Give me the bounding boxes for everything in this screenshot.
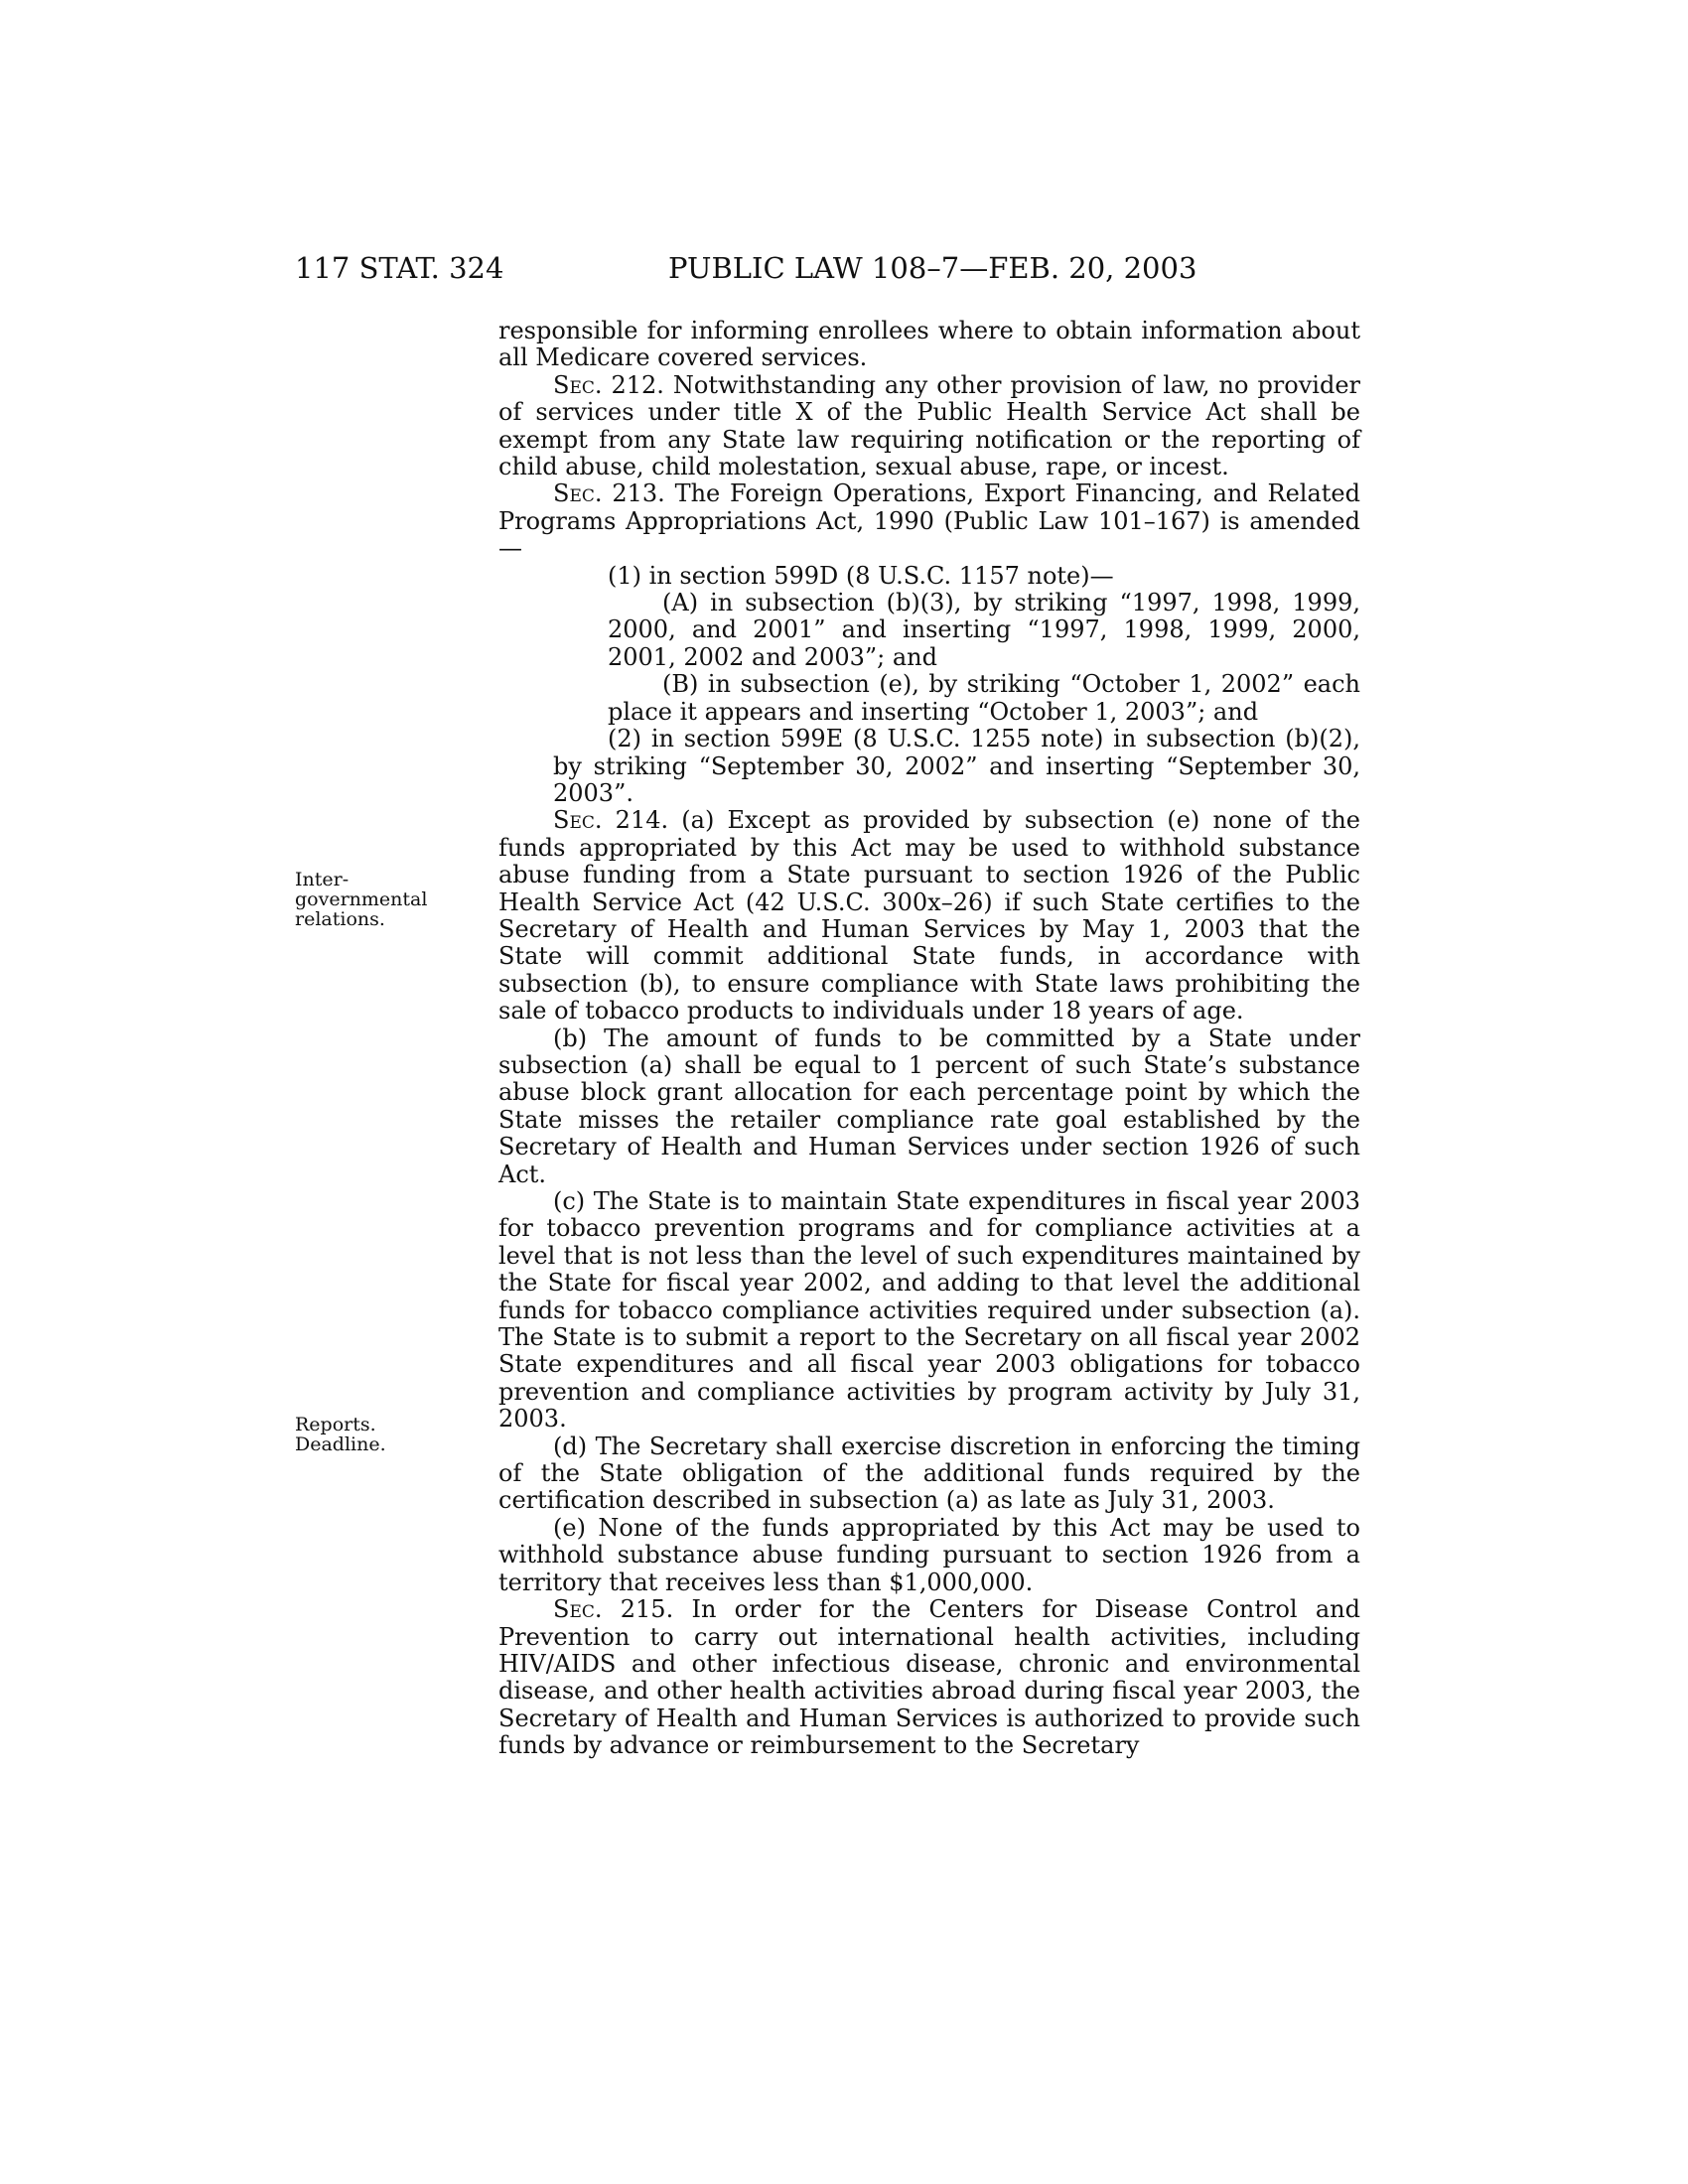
paragraph-text: 214. (a) Except as provided by subsection (e) none of the funds appropriated by this Act may be used to withhold substance abuse funding from a State pursuant to section 1926 of the Public Health Service Act (42 U.S.C. 300x–26) if such State certifies to the Secretary of Health and Human Services by May 1, 2003 that the State will commit additional State funds, in accordance with subsection (b), to ensure compliance with State laws prohibiting the sale of tobacco products to individuals under 18 years of age. bbox=[498, 806, 1360, 1025]
running-title: PUBLIC LAW 108–7—FEB. 20, 2003 bbox=[668, 251, 1197, 285]
margin-note-reports-deadline bbox=[295, 1415, 454, 1454]
paragraph-sec-215 bbox=[498, 1596, 1360, 1759]
paragraph-item-1: (1) in section 599D (8 U.S.C. 1157 note)— bbox=[608, 561, 1114, 590]
paragraph-sec-214b: (b) The amount of funds to be committed by a State under subsection (a) shall be equal to 1 percent of such State’s substance abuse block grant allocation for each percentage point by which the State misses the retailer compliance rate goal established by the Secretary of Health and Human Services under section 1926 of such Act. bbox=[498, 1024, 1360, 1188]
sec-label: Sec. bbox=[553, 1595, 603, 1624]
paragraph-sec-214d: (d) The Secretary shall exercise discretion in enforcing the timing of the State obligation of the additional funds required by the certification described in subsection (a) as late as July 31, 2003. bbox=[498, 1432, 1360, 1515]
margin-note-intergovernmental bbox=[295, 870, 454, 929]
paragraph-sec-214e: (e) None of the funds appropriated by this Act may be used to withhold substance abuse funding pursuant to section 1926 from a territory that receives less than $1,000,000. bbox=[498, 1513, 1360, 1596]
paragraph-continuation: responsible for informing enrollees where to obtain information about all Medicare covered services. bbox=[498, 317, 1360, 372]
margin-note-line: governmental bbox=[295, 888, 428, 910]
margin-note-line: Inter- bbox=[295, 869, 350, 890]
paragraph-sec-213 bbox=[498, 480, 1360, 562]
statute-page-number: 117 STAT. 324 bbox=[295, 251, 504, 285]
margin-note-line: relations. bbox=[295, 908, 385, 930]
paragraph-text: 213. The Foreign Operations, Export Financing, and Related Programs Appropriations Act, 1990 (Public Law 101–167) is amended— bbox=[498, 479, 1360, 563]
margin-note-line: Reports. bbox=[295, 1414, 376, 1435]
paragraph-item-2: (2) in section 599E (8 U.S.C. 1255 note) in subsection (b)(2), by striking “September 30, 2002” and inserting “September 30, 2003”. bbox=[553, 725, 1360, 807]
paragraph-sec-212 bbox=[498, 372, 1360, 481]
paragraph-item-1a: (A) in subsection (b)(3), by striking “1997, 1998, 1999, 2000, and 2001” and inserting “1997, 1998, 1999, 2000, 2001, 2002 and 2003”; and bbox=[608, 589, 1360, 671]
paragraph-sec-214c: (c) The State is to maintain State expenditures in fiscal year 2003 for tobacco prevention programs and for compliance activities at a level that is not less than the level of such expenditures maintained by the State for fiscal year 2002, and adding to that level the additional funds for tobacco compliance activities required under subsection (a). The State is to submit a report to the Secretary on all fiscal year 2002 State expenditures and all fiscal year 2003 obligations for tobacco prevention and compliance activities by program activity by July 31, 2003. bbox=[498, 1187, 1360, 1433]
paragraph-text: 215. In order for the Centers for Disease Control and Prevention to carry out international health activities, including HIV/AIDS and other infectious disease, chronic and environmental disease, and other health activities abroad during fiscal year 2003, the Secretary of Health and Human Services is authorized to provide such funds by advance or reimbursement to the Secretary bbox=[498, 1595, 1360, 1760]
paragraph-text: 212. Notwithstanding any other provision of law, no provider of services under title X of the Public Health Service Act shall be exempt from any State law requiring notification or the reporting of child abuse, child molestation, sexual abuse, rape, or incest. bbox=[498, 370, 1360, 481]
sec-label: Sec. bbox=[553, 479, 603, 508]
sec-label: Sec. bbox=[553, 370, 603, 399]
paragraph-sec-214a bbox=[498, 807, 1360, 1024]
sec-label: Sec. bbox=[553, 806, 603, 835]
body-text bbox=[498, 318, 1360, 1760]
page-header bbox=[0, 248, 1688, 288]
paragraph-item-1b: (B) in subsection (e), by striking “October 1, 2002” each place it appears and inserting “October 1, 2003”; and bbox=[608, 670, 1360, 726]
margin-note-line: Deadline. bbox=[295, 1433, 386, 1455]
